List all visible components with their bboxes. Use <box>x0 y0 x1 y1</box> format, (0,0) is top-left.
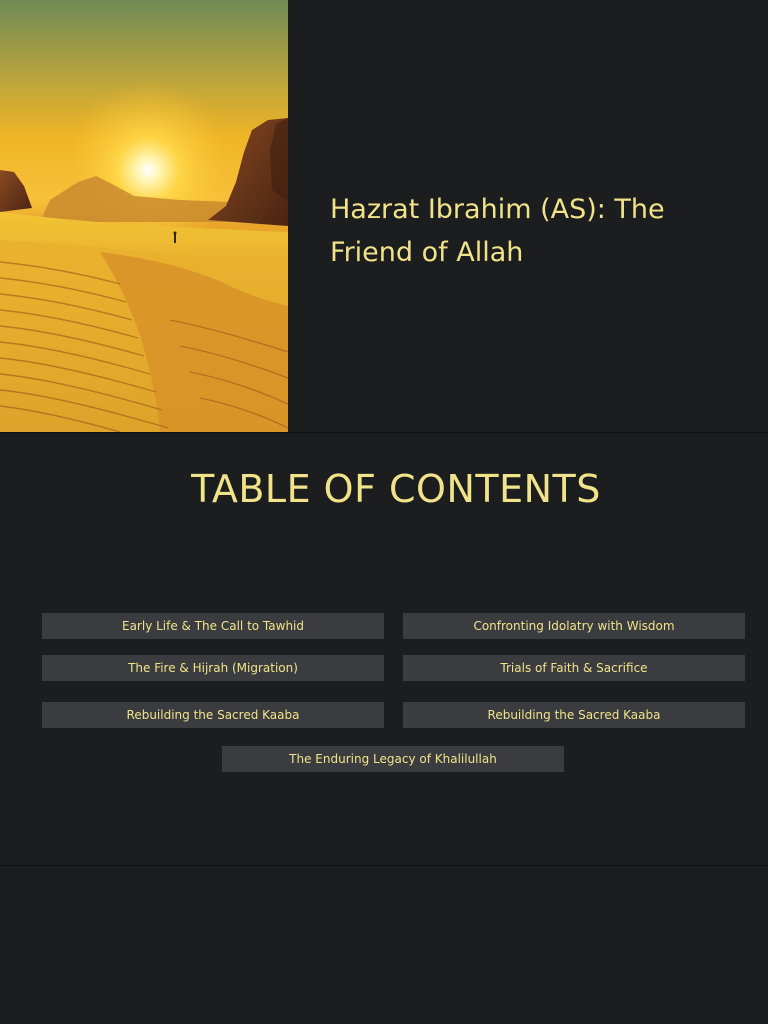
toc-item-enduring-legacy[interactable]: The Enduring Legacy of Khalilullah <box>222 746 564 772</box>
next-slide <box>0 866 768 1024</box>
toc-item-rebuilding-kaaba[interactable]: Rebuilding the Sacred Kaaba <box>42 702 384 728</box>
toc-item-fire-hijrah[interactable]: The Fire & Hijrah (Migration) <box>42 655 384 681</box>
desert-sunset-image <box>0 0 288 432</box>
page-title: Hazrat Ibrahim (AS): The Friend of Allah <box>330 194 665 268</box>
toc-item-early-life[interactable]: Early Life & The Call to Tawhid <box>42 613 384 639</box>
table-of-contents-slide <box>0 433 768 865</box>
toc-item-trials-of-faith[interactable]: Trials of Faith & Sacrifice <box>403 655 745 681</box>
toc-item-rebuilding-kaaba-2[interactable]: Rebuilding the Sacred Kaaba <box>403 702 745 728</box>
title-slide <box>0 0 768 432</box>
toc-heading: TABLE OF CONTENTS <box>191 467 601 511</box>
toc-item-confronting-idolatry[interactable]: Confronting Idolatry with Wisdom <box>403 613 745 639</box>
